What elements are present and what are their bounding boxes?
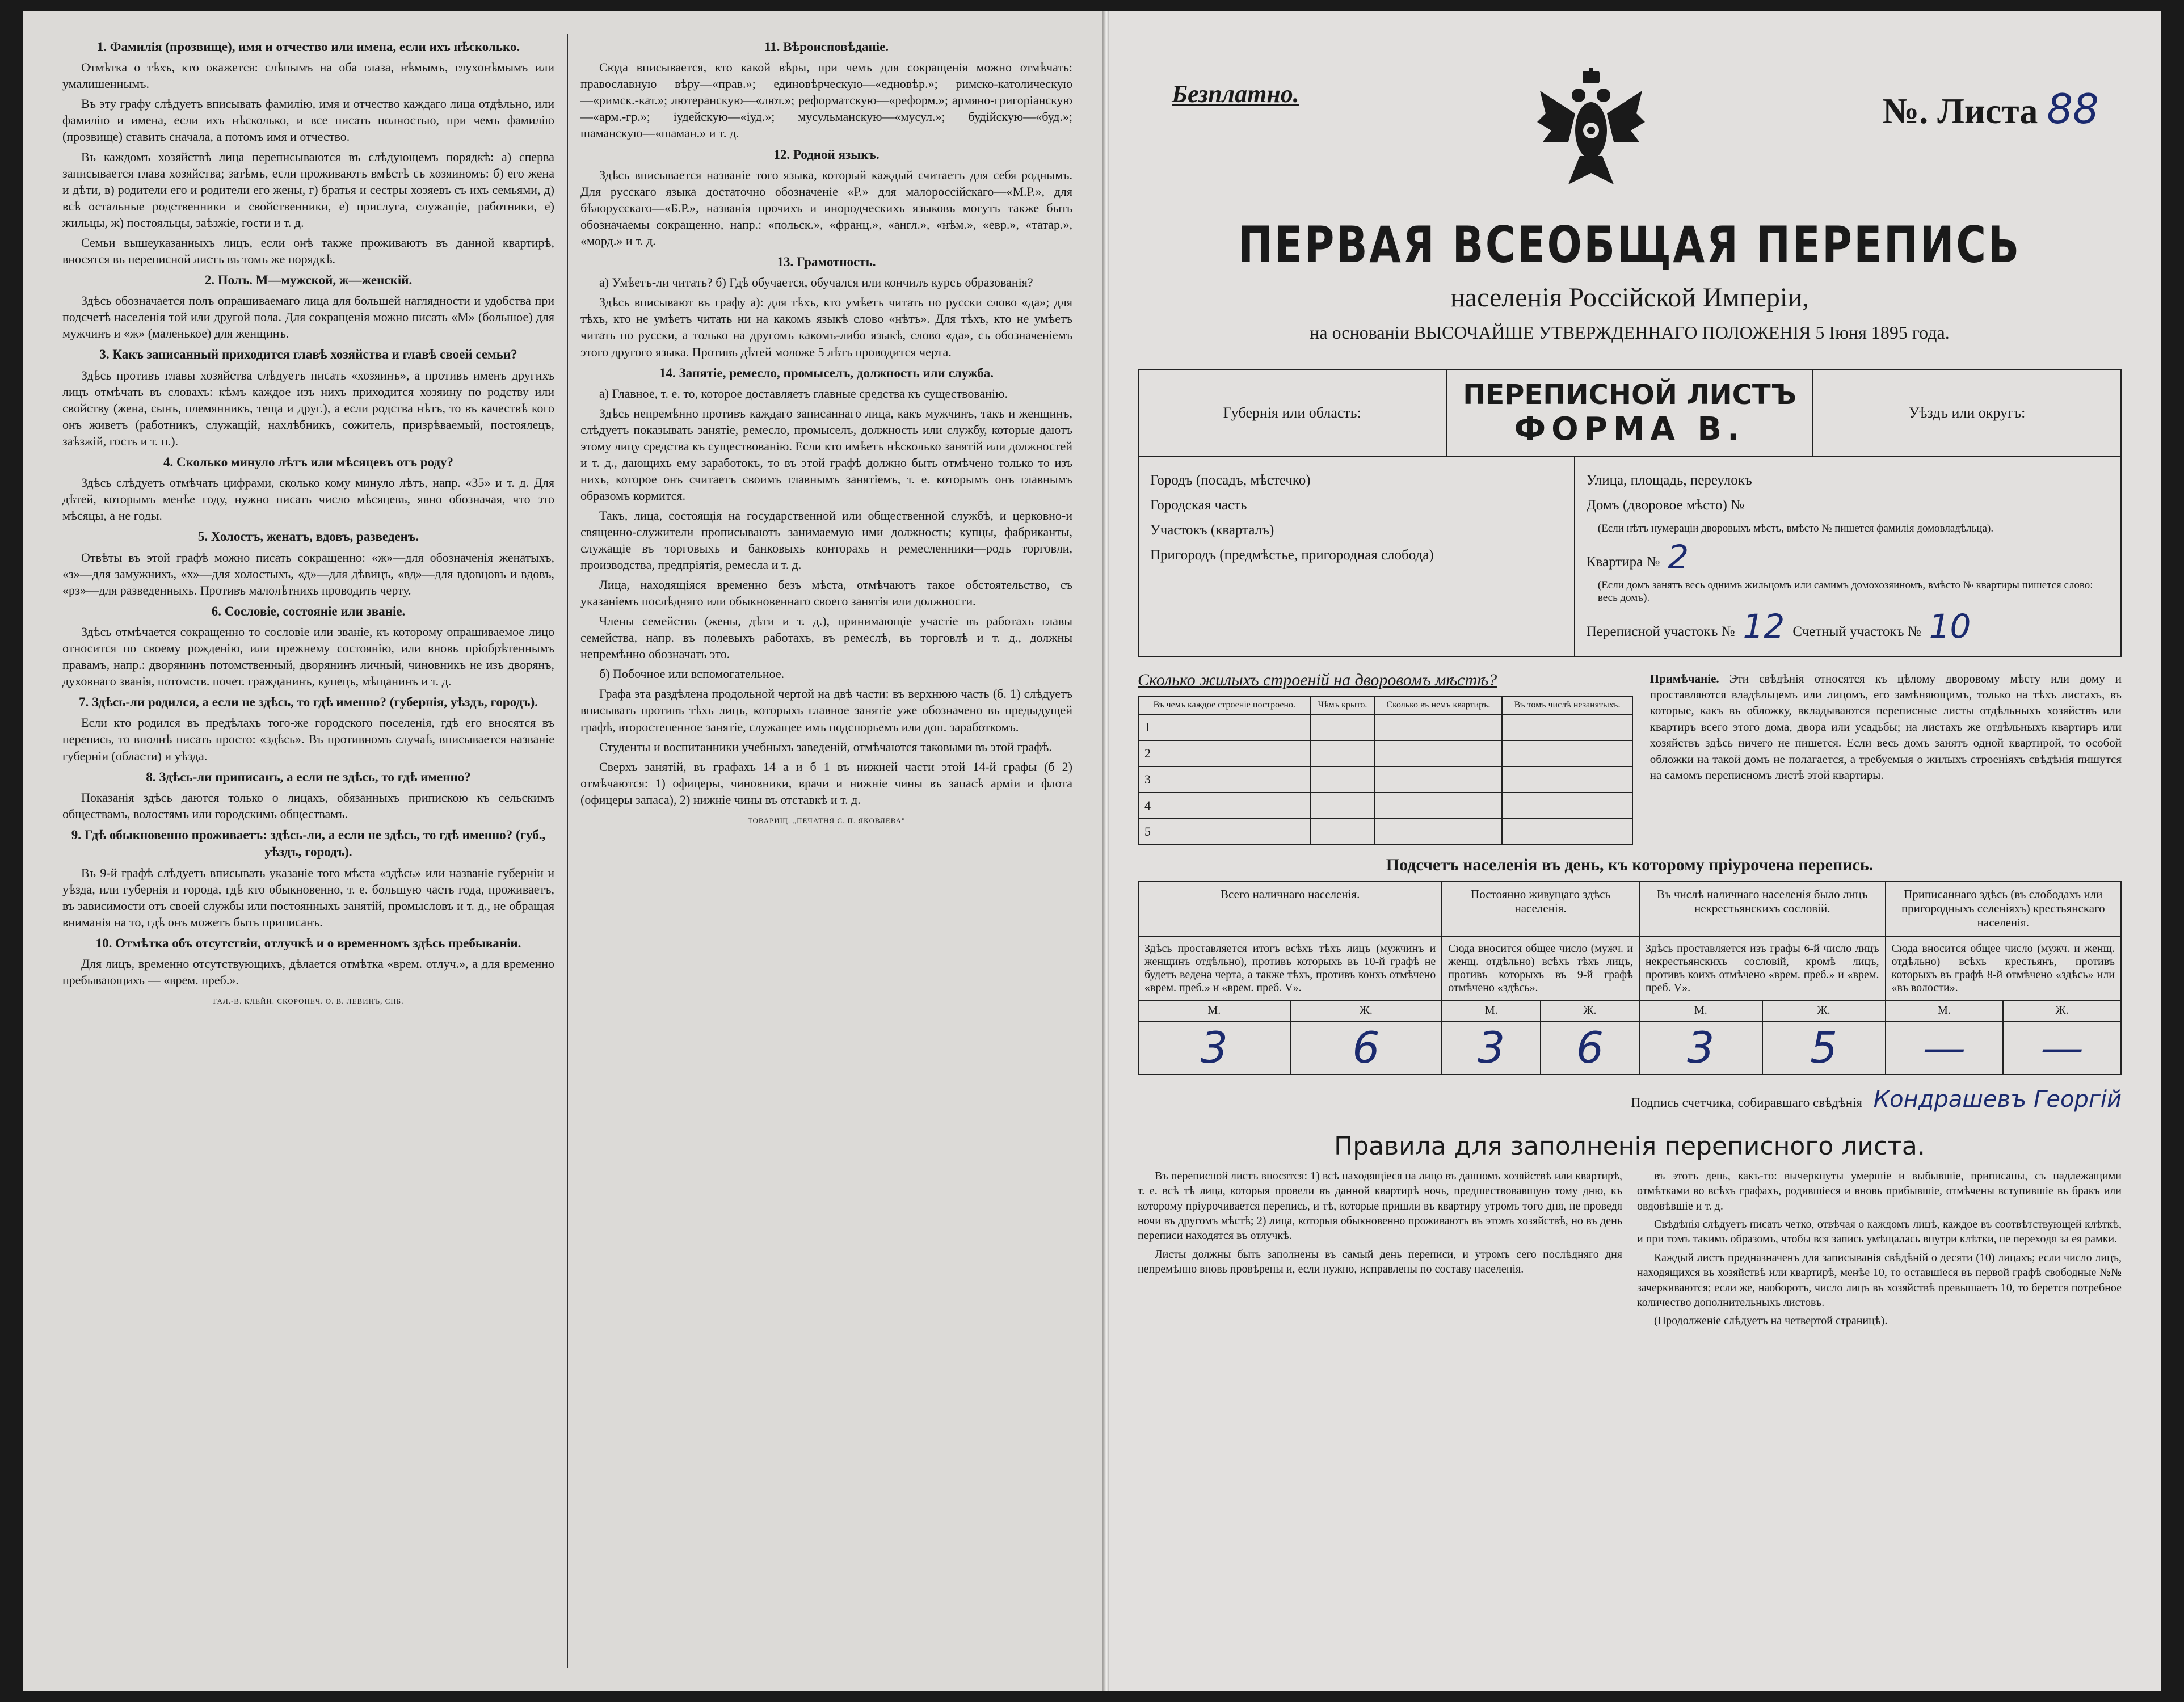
table-cell[interactable]: [1311, 819, 1375, 845]
count-value-male[interactable]: 3: [1138, 1021, 1290, 1075]
left-page-instructions: [23, 11, 1104, 1691]
table-row: [1138, 766, 1632, 793]
count-column-description: Здѣсь проставляется изъ графы 6-й число лицъ некрестьянскихъ сословій, кромѣ лицъ, противъ коихъ отмѣчено «врем. преб.» и «врем. преб. V».: [1639, 936, 1886, 1001]
form-title-block: [1446, 370, 1814, 456]
table-cell[interactable]: [1502, 766, 1632, 793]
row-number: 2: [1138, 740, 1311, 766]
section-paragraph: Здѣсь отмѣчается сокращенно то сословіе или званіе, къ которому опрашиваемое лицо относится по своему рожденію, или прежнему состоянію, или вновь пріобрѣтеннымъ правамъ, напр.: дворянинъ потомственный, дворянинъ личный, чиновникъ не изъ дворянъ, духовнаго званія, потомств. почет. гражданинъ, купецъ, мѣщанинъ и т. д.: [62, 624, 554, 689]
count-value-female[interactable]: —: [2003, 1021, 2121, 1075]
section-paragraph: Въ каждомъ хозяйствѣ лица переписываются въ слѣдующемъ порядкѣ: а) сперва записывается глава хозяйства; затѣмъ, если проживаютъ вмѣстѣ съ хозяиномъ: б) его жена и дѣти, в) родители его и родители его жены, г) братья и сестры хозяевъ съ ихъ семьями, д) всѣ остальные родственники и свойственники, е) прислуга, служащіе, работники, е) жильцы, ж) постояльцы, заѣзжіе, гости и т. д.: [62, 149, 554, 230]
count-value-female[interactable]: 6: [1290, 1021, 1442, 1075]
buildings-table-header: Въ томъ числѣ незанятыхъ.: [1502, 696, 1632, 714]
section-paragraph: Здѣсь вписывается названіе того языка, который каждый считаетъ для себя роднымъ. Для русскаго языка достаточно обозначеніе «Р.» для малороссійскаго—«М.Р.», для бѣлорусскаго—«Б.Р.», названія прочихъ и инородческихъ языковъ могутъ также быть обозначаемы сокращенно, напр.: «польск.», «франц.», «англ.», «нѣм.», «евр.», «татар.», «морд.» и т. д.: [580, 167, 1072, 248]
section-paragraph: Здѣсь вписывают въ графу а): для тѣхъ, кто умѣетъ читать по русски слово «да»; для тѣхъ, кто не умѣетъ читать ни на какомъ языкѣ слово «нѣтъ». Для тѣхъ, кто не умѣетъ читать по русски, а только на другомъ какомъ-либо языкѣ, слово «да», съ обозначеніемъ этого другого языка. Противъ дѣтей моложе 5 лѣтъ проводится черта.: [580, 295, 1072, 359]
section-paragraph: Для лицъ, временно отсутствующихъ, дѣлается отмѣтка «врем. отлуч.», а для временно пребывающихъ — «врем. преб.».: [62, 957, 554, 988]
printer-imprint: ТОВАРИЩ. „ПЕЧАТНЯ С. П. ЯКОВЛЕВА": [747, 816, 906, 825]
apartment-value: 2: [1668, 538, 1689, 576]
rules-paragraph: Листы должны быть заполнены въ самый день переписи, и утромъ сего послѣдняго дня непремѣнно вновь провѣрены и, если нужно, исправлены по составу населенія.: [1138, 1248, 1622, 1276]
form-header-grid: [1138, 369, 2122, 457]
section-paragraph: Здѣсь обозначается полъ опрашиваемаго лица для большей наглядности и удобства при подсчетѣ населенія той или другой пола. Для сокращенія можно писать «М» (большое) для мужчинъ и «ж» (маленькое) для женщинъ.: [62, 293, 554, 341]
female-label: Ж.: [1762, 1001, 1886, 1021]
section-heading: 8. Здѣсь-ли приписанъ, а если не здѣсь, то гдѣ именно?: [146, 769, 471, 784]
section-paragraph: а) Главное, т. е. то, которое доставляетъ главные средства къ существованію.: [599, 386, 1008, 401]
section-paragraph: б) Побочное или вспомогательное.: [599, 667, 785, 681]
rules-text: [1138, 1169, 2122, 1332]
section-heading: 10. Отмѣтка объ отсутствіи, отлучкѣ и о временномъ здѣсь пребываніи.: [95, 936, 521, 950]
section-heading: 11. Вѣроисповѣданіе.: [764, 40, 889, 54]
instructions-column-1: [62, 34, 554, 1668]
section-heading: 7. Здѣсь-ли родился, а если не здѣсь, то гдѣ именно? (губернія, уѣздъ, городъ).: [78, 695, 538, 710]
apartment-label: Квартира №: [1586, 554, 1660, 570]
count-value-male[interactable]: —: [1886, 1021, 2004, 1075]
precinct-field[interactable]: Участокъ (кварталъ): [1150, 523, 1274, 538]
buildings-table-header: Чѣмъ крыто.: [1311, 696, 1375, 714]
sheet-number: [1883, 85, 2099, 133]
count-column-header: Въ числѣ наличнаго населенія было лицъ некрестьянскихъ сословій.: [1639, 881, 1886, 936]
male-label: М.: [1639, 1001, 1762, 1021]
section-paragraph: Отмѣтка о тѣхъ, кто окажется: слѣпымъ на оба глаза, нѣмымъ, глухонѣмымъ или умалишеннымъ.: [62, 60, 554, 91]
female-label: Ж.: [1290, 1001, 1442, 1021]
section-heading: 13. Грамотность.: [777, 255, 876, 269]
section-heading: 5. Холостъ, женатъ, вдовъ, разведенъ.: [197, 529, 419, 544]
section-heading: 1. Фамилія (прозвище), имя и отчество или имена, если ихъ нѣсколько.: [96, 40, 520, 54]
male-label: М.: [1886, 1001, 2004, 1021]
address-right: [1575, 457, 2120, 656]
buildings-question: Сколько жилыхъ строеній на дворовомъ мѣстѣ?: [1138, 670, 1497, 689]
section-paragraph: Семьи вышеуказанныхъ лицъ, если онѣ также проживаютъ въ данной квартирѣ, вносятся въ переписной листъ въ томъ же порядкѣ.: [62, 235, 554, 266]
count-column-header: Постоянно живущаго здѣсь населенія.: [1442, 881, 1639, 936]
count-area-label: Счетный участокъ №: [1792, 623, 1921, 639]
rules-paragraph: Каждый листъ предназначенъ для записыванія свѣдѣній о десяти (10) лицахъ; если число лицъ, находящихся въ хозяйствѣ или квартирѣ, менѣе 10, то оставшіеся въ первой графѣ свободные №№ зачеркиваются; если же, наоборотъ, число лицъ въ хозяйствѣ превышаетъ 10, то берется потребное количество дополнительныхъ листовъ.: [1637, 1251, 2122, 1309]
list-title: ПЕРЕПИСНОЙ ЛИСТЪ: [1463, 378, 1796, 411]
city-field[interactable]: Городъ (посадъ, мѣстечко): [1150, 473, 1311, 488]
rules-paragraph: въ этотъ день, какъ-то: вычеркнуты умершіе и выбывшіе, приписаны, съ надлежащими отмѣтками во всѣхъ графахъ, родившіеся и вновь прибывшіе, отмѣчены вступившіе въ бракъ или овдовѣвшіе и т. д.: [1637, 1169, 2122, 1212]
count-column-description: Здѣсь проставляется итогъ всѣхъ тѣхъ лицъ (мужчинъ и женщинъ отдѣльно), противъ которыхъ въ 10-й графѣ не будетъ ведена черта, а также тѣхъ, противъ коихъ отмѣчено «врем. преб.» и «врем. преб. V».: [1138, 936, 1442, 1001]
section-heading: 9. Гдѣ обыкновенно проживаетъ: здѣсь-ли, а если не здѣсь, то гдѣ именно? (губ., уѣздъ, городъ).: [71, 827, 546, 860]
table-cell[interactable]: [1374, 793, 1502, 819]
population-count-title: Подсчетъ населенія въ день, къ которому пріурочена перепись.: [1386, 855, 1874, 874]
section-paragraph: Такъ, лица, состоящія на государственной или общественной службѣ, и церковно-и священно-служители прописываютъ занимаемую ими должность; купцы, фабриканты, служащіе въ торговыхъ и банковыхъ конторахъ и ремесленники—родъ торговли, производства, предпріятія, ремесла и т. д.: [580, 508, 1072, 572]
buildings-table: [1138, 696, 1633, 845]
row-number: 4: [1138, 793, 1311, 819]
count-value-female[interactable]: 6: [1541, 1021, 1639, 1075]
table-row: [1138, 793, 1632, 819]
section-paragraph: Сверхъ занятій, въ графахъ 14 а и б 1 въ нижней части этой 14-й графы (б 2) отмѣчаются: 1) офицеры, чиновники, врачи и нижніе чины въ запасѣ арміи и флота (офицеры запаса), 2) нижніе чины въ отставкѣ и т. д.: [580, 759, 1072, 807]
buildings-note: [1650, 671, 2122, 845]
table-cell[interactable]: [1502, 819, 1632, 845]
section-heading: 2. Полъ. М—мужской, ж—женскій.: [204, 272, 413, 287]
rules-left-column: [1138, 1169, 1622, 1332]
apartment-note: (Если домъ занятъ весь однимъ жильцомъ или самимъ домохозяиномъ, вмѣсто № квартиры пишется слово: весь домъ).: [1597, 579, 2093, 604]
section-paragraph: а) Умѣетъ-ли читать? б) Гдѣ обучается, обучался или кончилъ курсъ образованія?: [599, 275, 1033, 290]
house-note: (Если нѣтъ нумераціи дворовыхъ мѣстъ, вмѣсто № пишется фамилія домовладѣльца).: [1597, 523, 1994, 534]
signature-value: Кондрашевъ Георгій: [1873, 1086, 2122, 1113]
street-field[interactable]: Улица, площадь, переулокъ: [1586, 473, 1752, 488]
section-heading: 14. Занятіе, ремесло, промыселъ, должность или служба.: [659, 365, 994, 380]
female-label: Ж.: [2003, 1001, 2121, 1021]
section-paragraph: Здѣсь противъ главы хозяйства слѣдуетъ писать «хозяинъ», а противъ именъ другихъ лицъ отмѣчать въ словахъ: кѣмъ каждое изъ нихъ приходится хозяину по родству или свойству (жена, сынъ, племянникъ, теща и друг.), а если родства нѣтъ, то въ качествѣ кого онъ живетъ (работникъ, служащій, нахлѣбникъ, сожитель, призрѣваемый, постоялецъ, заѣзжій, гость и т. п.).: [62, 368, 554, 448]
address-grid: [1138, 457, 2122, 657]
row-number: 3: [1138, 766, 1311, 793]
table-cell[interactable]: [1311, 793, 1375, 819]
imperial-eagle-emblem-icon: [1534, 68, 1648, 193]
row-number: 5: [1138, 819, 1311, 845]
count-column-header: Всего наличнаго населенія.: [1138, 881, 1442, 936]
buildings-table-header: Сколько въ немъ квартиръ.: [1374, 696, 1502, 714]
count-value-female[interactable]: 5: [1762, 1021, 1886, 1075]
section-paragraph: Члены семействъ (жены, дѣти и т. д.), принимающіе участіе въ работахъ главы семейства, напр. въ полевыхъ работахъ, въ ремеслѣ, въ торговлѣ и т. д., должны непремѣнно обозначать это.: [580, 614, 1072, 662]
section-paragraph: Въ 9-й графѣ слѣдуетъ вписывать указаніе того мѣста «здѣсь» или названіе губерніи и уѣзда, или губернія и города, гдѣ кто обыкновенно, т. е. большую часть года, проживаетъ, въ зависимости отъ своей службы или постоянныхъ занятій, промысловъ и т. д., не обращая вниманія на то, гдѣ онъ можетъ быть приписанъ.: [62, 865, 554, 929]
count-column-description: Сюда вносится общее число (мужч. и женщ. отдѣльно) всѣхъ тѣхъ лицъ, противъ которыхъ въ 9-й графѣ отмѣчено «здѣсь».: [1442, 936, 1639, 1001]
rules-paragraph: Въ переписной листъ вносятся: 1) всѣ находящіеся на лицо въ данномъ хозяйствѣ или квартирѣ, т. е. всѣ тѣ лица, которыя провели въ данной квартирѣ ночь, предшествовавшую тому дню, къ которому пріурочивается перепись, и тѣ, которые пришли въ квартиру утромъ того дня, не проведя ночи въ другомъ мѣстѣ; 2) лица, которыя обыкновенно проживаютъ въ этомъ хозяйствѣ, но въ день переписи находятся въ отлучкѣ.: [1138, 1169, 1622, 1242]
table-row: [1138, 714, 1632, 740]
table-row: [1138, 740, 1632, 766]
rules-right-column: [1637, 1169, 2122, 1332]
district-field[interactable]: Уѣздъ или округъ:: [1908, 405, 2026, 421]
counter-signature-line: [1138, 1086, 2122, 1113]
count-column-description: Сюда вносится общее число (мужч. и женщ. отдѣльно) всѣхъ крестьянъ, противъ которыхъ въ графѣ 8-й отмѣчено «здѣсь» или «въ волости».: [1886, 936, 2121, 1001]
buildings-table-block: [1138, 671, 1633, 845]
section-heading: 6. Сословіе, состояніе или званіе.: [211, 604, 406, 618]
count-area-value: 10: [1929, 607, 1971, 646]
male-label: М.: [1442, 1001, 1541, 1021]
census-title: ПЕРВАЯ ВСЕОБЩАЯ ПЕРЕПИСЬ: [1238, 216, 2021, 274]
apartment-field[interactable]: [1586, 538, 2109, 576]
section-paragraph: Студенты и воспитанники учебныхъ заведеній, отмѣчаются таковыми въ этой графѣ.: [599, 739, 1052, 754]
census-area-field[interactable]: [1586, 607, 2109, 646]
table-row: [1138, 819, 1632, 845]
table-cell[interactable]: [1502, 740, 1632, 766]
note-title: Примѣчаніе.: [1649, 671, 1719, 685]
female-label: Ж.: [1541, 1001, 1639, 1021]
table-cell[interactable]: [1311, 740, 1375, 766]
table-cell[interactable]: [1374, 766, 1502, 793]
form-type: ФОРМА В.: [1514, 410, 1745, 448]
sheet-number-value: 88: [2047, 85, 2099, 133]
table-cell[interactable]: [1502, 793, 1632, 819]
section-paragraph: Здѣсь непремѣнно противъ каждаго записаннаго лица, какъ мужчинъ, такъ и женщинъ, слѣдуетъ показывать занятіе, ремесло, промыселъ, должность или службу, которые даютъ этому лицу средства къ существованію. Если кто имѣетъ нѣсколько занятій или должностей и т. д., дающихъ ему заработокъ, то въ этой графѣ должно быть отмѣчено только то изъ нихъ, которое онъ считаетъ своимъ главнымъ занятіемъ, т. е. которымъ онъ главнымъ образомъ кормится.: [580, 406, 1072, 503]
buildings-section: [1138, 671, 2122, 845]
section-paragraph: Графа эта раздѣлена продольной чертой на двѣ части: въ верхнюю часть (б. 1) слѣдуетъ вписывать противъ тѣхъ лицъ, которыхъ главное занятіе уже обозначено въ предыдущей графѣ, второстепенное занятіе, служащее имъ подспорьемъ или доп. заработкомъ.: [580, 686, 1072, 734]
section-paragraph: Здѣсь слѣдуетъ отмѣчать цифрами, сколько кому минуло лѣтъ, напр. «35» и т. д. Для дѣтей, которымъ менѣе году, нужно писать число мѣсяцевъ, явно обозначая, что это мѣсяцы, а не годы.: [62, 475, 554, 523]
count-value-male[interactable]: 3: [1639, 1021, 1762, 1075]
section-paragraph: Сюда вписывается, кто какой вѣры, при чемъ для сокращенія можно отмѣчать: православную вѣру—«прав.»; единовѣрческую—«едновѣр.»; римско-католическую—«римск.-кат.»; лютеранскую—«лют.»; реформатскую—«реформ.»; армяно-григоріанскую—«арм.-гр.»; іудейскую—«іуд.»; мусульманскую—«мусул.»; будійскую—«буд.»; шаманскую—«шаман.» и т. д.: [580, 60, 1072, 141]
section-heading: 4. Сколько минуло лѣтъ или мѣсяцевъ отъ роду?: [163, 454, 454, 469]
free-label: Безплатно.: [1172, 80, 1299, 108]
section-paragraph: Въ эту графу слѣдуетъ вписывать фамилію, имя и отчество каждаго лица отдѣльно, или фамилію и имена, если ихъ нѣсколько, и все писать полностью, при чемъ фамилію (прозвище) ставить сначала, а потомъ имя и отчество.: [62, 96, 554, 144]
section-paragraph: Лица, находящіяся временно безъ мѣста, отмѣчаютъ такое обстоятельство, съ указаніемъ послѣдняго или обыкновеннаго своего занятія или должности.: [580, 578, 1072, 609]
rules-title: Правила для заполненія переписного листа.: [1334, 1131, 1925, 1161]
census-area-label: Переписной участокъ №: [1586, 623, 1735, 639]
instructions-column-2: [567, 34, 1072, 1668]
section-paragraph: Показанія здѣсь даются только о лицахъ, обязанныхъ припискою къ сельскимъ обществамъ, волостямъ или городскимъ обществамъ.: [62, 790, 554, 821]
city-part-field[interactable]: Городская часть: [1150, 498, 1247, 513]
section-paragraph: Если кто родился въ предѣлахъ того-же городского поселенія, гдѣ его вносятся въ перепись, то вполнѣ писать просто: «здѣсь». Въ противномъ случаѣ, вписывается названіе губерніи (области) и уѣзда.: [62, 715, 554, 763]
male-label: М.: [1138, 1001, 1290, 1021]
rules-paragraph: Свѣдѣнія слѣдуетъ писать четко, отвѣчая о каждомъ лицѣ, каждое въ соотвѣтствующей клѣткѣ, и при томъ такимъ образомъ, чтобы вся запись умѣщалась внутри клѣтки, не переходя за ея рамки.: [1637, 1217, 2122, 1246]
suburb-field[interactable]: Пригородъ (предмѣстье, пригородная слобода): [1150, 547, 1434, 563]
table-cell[interactable]: [1311, 714, 1375, 740]
count-column-header: Приписаннаго здѣсь (въ слободахъ или пригородныхъ селеніяхъ) крестьянскаго населенія.: [1886, 881, 2121, 936]
population-count-table: [1138, 881, 2122, 1075]
census-form-page: [1109, 11, 2161, 1691]
row-number: 1: [1138, 714, 1311, 740]
section-paragraph: Отвѣты въ этой графѣ можно писать сокращенно: «ж»—для обозначенія женатыхъ, «з»—для замужнихъ, «х»—для холостыхъ, «д»—для дѣвицъ, «вд»—для вдовцовъ и вдовъ, «рз»—для разведенныхъ. Противъ малолѣтнихъ проводить черту.: [62, 550, 554, 597]
section-heading: 3. Какъ записанный приходится главѣ хозяйства и главѣ своей семьи?: [99, 347, 517, 362]
province-field[interactable]: Губернія или область:: [1223, 405, 1361, 421]
section-heading: 12. Родной языкъ.: [773, 147, 880, 162]
census-subtitle: населенія Россійской Имперіи,: [1450, 283, 1809, 313]
printer-imprint: ГАЛ.-В. КЛЕЙН. СКОРОПЕЧ. О. В. ЛЕВИНЪ, СПБ.: [213, 997, 404, 1006]
table-cell[interactable]: [1502, 714, 1632, 740]
legal-basis: на основаніи ВЫСОЧАЙШЕ УТВЕРЖДЕННАГО ПОЛОЖЕНІЯ 5 Іюня 1895 года.: [1310, 322, 1950, 343]
address-left: [1139, 457, 1575, 656]
note-text: Эти свѣдѣнія относятся къ цѣлому дворовому мѣсту или дому и проставляются владѣльцемъ или лицомъ, его замѣняющимъ, только на тѣхъ листахъ, въ которые, какъ въ обложку, вкладываются переписные листы отдѣльныхъ хозяйствъ или квартиръ всего этого дома, двора или усадьбы; на листахъ же отдѣльныхъ квартиръ или хозяйствъ здѣсь ничего не пишется. Если весь домъ занятъ одной квартирой, то особой обложки на такой домъ не полагается, а требуемыя о жилыхъ строеніяхъ свѣдѣнія пишутся на самомъ переписномъ листѣ этой квартиры.: [1649, 671, 2122, 782]
table-cell[interactable]: [1374, 714, 1502, 740]
table-cell[interactable]: [1311, 766, 1375, 793]
rules-paragraph: (Продолженіе слѣдуетъ на четвертой страницѣ).: [1654, 1315, 1888, 1328]
count-value-male[interactable]: 3: [1442, 1021, 1541, 1075]
census-area-value: 12: [1743, 607, 1785, 646]
buildings-table-header: Въ чемъ каждое строеніе построено.: [1138, 696, 1311, 714]
table-cell[interactable]: [1374, 740, 1502, 766]
table-cell[interactable]: [1374, 819, 1502, 845]
house-field[interactable]: Домъ (дворовое мѣсто) №: [1586, 498, 1744, 513]
sheet-number-label: №. Листа: [1882, 91, 2038, 131]
signature-label: Подпись счетчика, собиравшаго свѣдѣнія: [1631, 1095, 1863, 1110]
